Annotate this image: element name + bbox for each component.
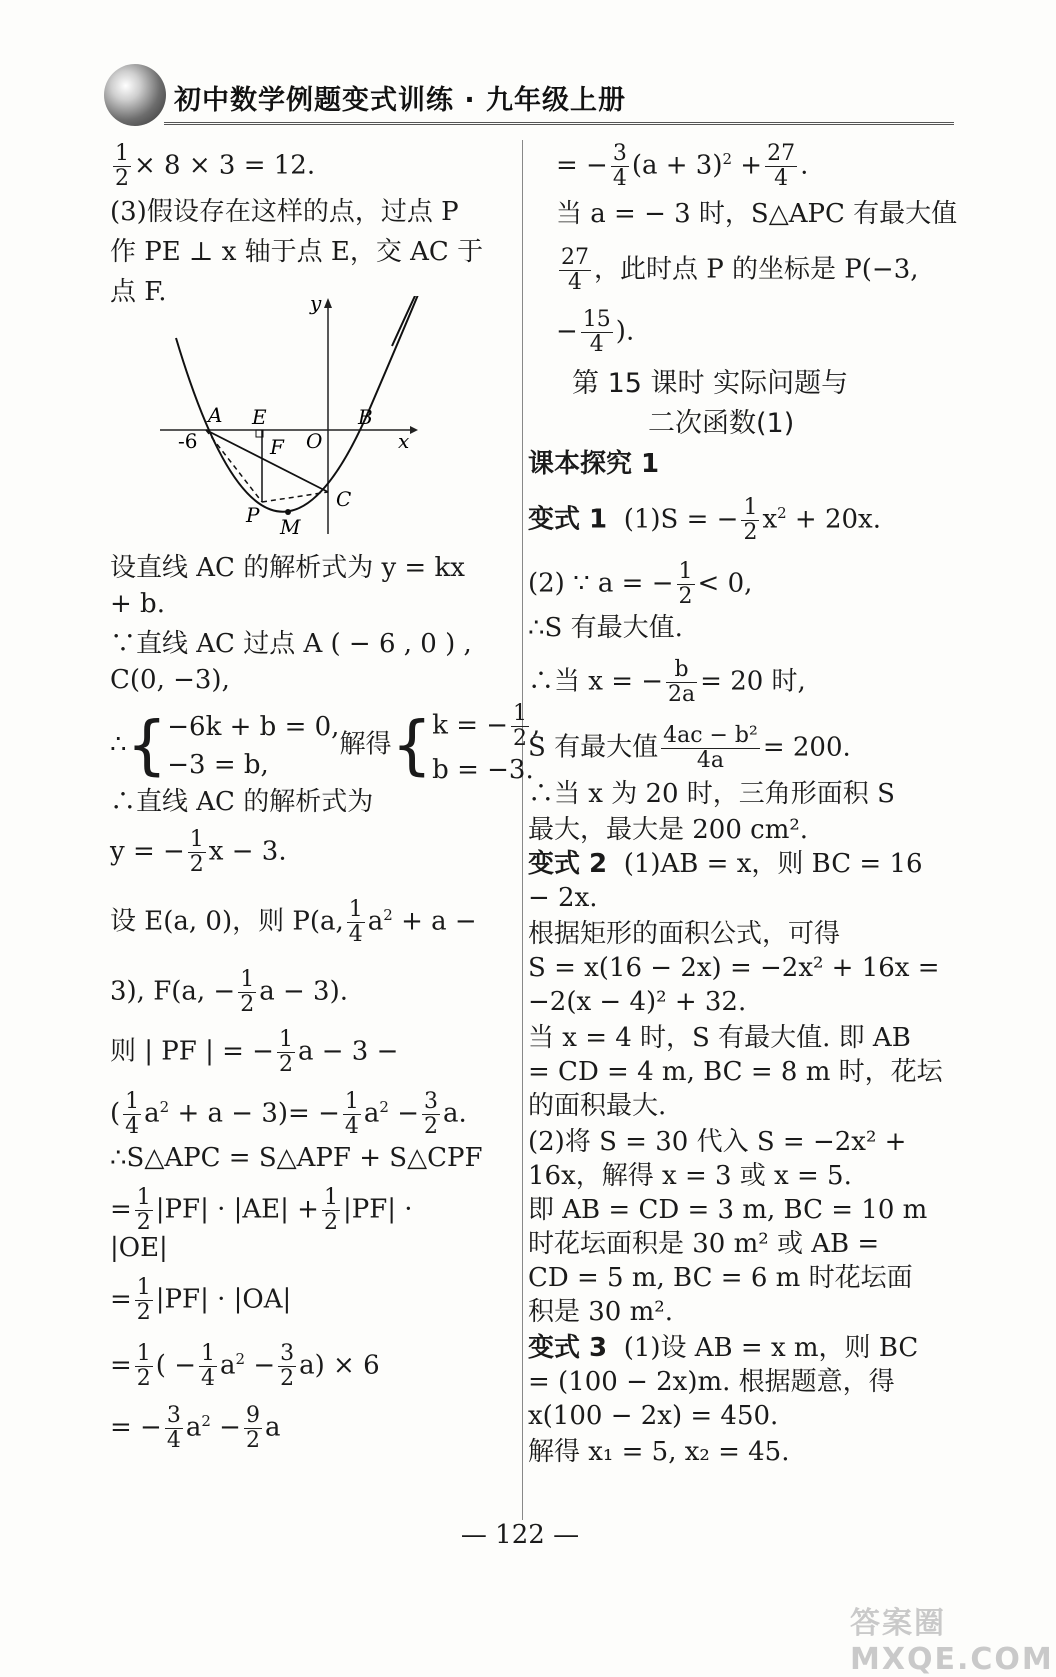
page-number: — 122 —	[460, 1520, 580, 1550]
label-p: P	[246, 503, 260, 527]
line: − $\frac{15}{4}$ ).	[556, 307, 635, 357]
line: ∴当 x = − $\frac{b}{2a}$ = 20 时,	[528, 657, 806, 707]
line: −2(x − 4)² + 32.	[528, 987, 747, 1017]
line: 点 F.	[110, 277, 167, 307]
lesson-heading: 二次函数(1)	[648, 408, 795, 439]
fraction: $\frac{1}{2}$	[115, 141, 129, 191]
line: 当 x = 4 时，S 有最大值. 即 AB	[528, 1023, 911, 1053]
section-title: 课本探究 1	[528, 449, 660, 479]
line: |OE|	[110, 1233, 168, 1263]
line: 根据矩形的面积公式，可得	[528, 919, 841, 949]
line: C(0, −3),	[110, 665, 230, 695]
equation-system: ∴{ −6k + b = 0, −3 = b, 解得{ k = − $\frac{1}{2}$ , b = −3.	[110, 701, 541, 785]
line: 变式 2 (1)AB = x，则 BC = 16	[528, 849, 923, 879]
line: ∵直线 AC 过点 A ( − 6 , 0 ) ,	[110, 629, 472, 659]
line: y = − $\frac{1}{2}$ x − 3.	[110, 827, 287, 877]
parabola-figure	[160, 296, 430, 536]
line: 设 E(a, 0)，则 P(a, $\frac{1}{4}$ $a^2 + a$ −	[110, 897, 477, 947]
x-arrow-icon	[410, 426, 418, 434]
line: 16x，解得 x = 3 或 x = 5.	[528, 1161, 852, 1191]
left-brace-icon: {	[391, 708, 433, 783]
line: = $\frac{1}{2}$ |PF| · |AE| + $\frac{1}{2}$ |PF| ·	[110, 1185, 413, 1235]
y-arrow-icon	[324, 298, 332, 308]
label-e: E	[252, 405, 267, 429]
label-c: C	[336, 487, 352, 511]
label-y: y	[310, 296, 322, 315]
label-o: O	[306, 429, 323, 453]
line: 设直线 AC 的解析式为 y = kx	[110, 553, 465, 583]
line: 时花坛面积是 30 m² 或 AB =	[528, 1229, 880, 1259]
line: S = x(16 − 2x) = −2x² + 16x =	[528, 953, 940, 983]
line: − 2x.	[528, 883, 598, 913]
line: CD = 5 m, BC = 6 m 时花坛面	[528, 1263, 913, 1293]
line: $\frac{1}{2}$ × 8 × 3 = 12.	[115, 141, 316, 191]
line: = − $\frac{3}{4}$ $a^2$ − $\frac{9}{2}$ a	[110, 1403, 281, 1453]
line: ∴当 x 为 20 时，三角形面积 S	[528, 779, 895, 809]
page-header	[104, 64, 984, 124]
label-f: F	[270, 435, 284, 459]
watermark: 答案圈 MXQE.COM	[850, 1606, 1054, 1677]
label-a: A	[208, 403, 223, 427]
header-rule	[164, 122, 954, 125]
line: 的面积最大.	[528, 1091, 667, 1121]
line: 解得 x₁ = 5, x₂ = 45.	[528, 1437, 790, 1467]
line: 即 AB = CD = 3 m, BC = 10 m	[528, 1195, 928, 1225]
line: ∴S△APC = S△APF + S△CPF	[110, 1143, 483, 1173]
line-pc	[262, 492, 328, 502]
line: (2)将 S = 30 代入 S = −2x² +	[528, 1127, 907, 1157]
line: 变式 1 (1)S = − $\frac{1}{2}$ $x^2 + 20x$.	[528, 495, 881, 545]
line: 则 | PF | = − $\frac{1}{2}$ a − 3 −	[110, 1027, 399, 1077]
header-title: 初中数学例题变式训练 · 九年级上册	[174, 85, 627, 116]
line: 变式 3 (1)设 AB = x m，则 BC	[528, 1333, 919, 1363]
line: (2) ∵ a = − $\frac{1}{2}$ < 0,	[528, 559, 753, 609]
line: ∴S 有最大值.	[528, 613, 683, 643]
line: = (100 − 2x)m. 根据题意，得	[528, 1367, 895, 1397]
line: 当 a = − 3 时，S△APC 有最大值	[556, 199, 958, 229]
book-logo-icon	[104, 64, 166, 126]
label-x: x	[398, 429, 410, 453]
line: x(100 − 2x) = 450.	[528, 1401, 779, 1431]
line: $\frac{27}{4}$ ，此时点 P 的坐标是 P(−3,	[561, 245, 919, 295]
label-b: B	[358, 405, 373, 429]
line: = $\frac{1}{2}$ ( − $\frac{1}{4}$ $a^2$ − $\frac{3}{2}$ a) × 6	[110, 1341, 380, 1391]
line: = CD = 4 m, BC = 8 m 时，花坛	[528, 1057, 943, 1087]
line: = $\frac{1}{2}$ |PF| · |OA|	[110, 1275, 292, 1325]
line: 3), F(a, − $\frac{1}{2}$ a − 3).	[110, 967, 348, 1017]
line: + b.	[110, 589, 165, 619]
left-brace-icon: {	[126, 708, 168, 783]
line: = − $\frac{3}{4}$ $(a + 3)^2$ + $\frac{27}{4}$ .	[556, 141, 809, 191]
label-neg6: -6	[178, 429, 198, 453]
line: ( $\frac{1}{4}$ $a^2 + a - 3)=$ − $\frac{1}{4}$ $a^2$ − $\frac{3}{2}$ a.	[110, 1089, 467, 1139]
label-m: M	[280, 515, 301, 536]
line: (3)假设存在这样的点，过点 P	[110, 197, 459, 227]
lesson-heading: 第 15 课时 实际问题与	[572, 368, 849, 399]
line: ∴直线 AC 的解析式为	[110, 787, 374, 817]
column-divider	[522, 140, 523, 1520]
line: 积是 30 m².	[528, 1297, 673, 1327]
line: S 有最大值 $\frac{\text{4ac − b²}}{4a}$ = 200.	[528, 723, 851, 773]
line-ap	[206, 430, 262, 502]
line: 作 PE ⊥ x 轴于点 E，交 AC 于	[110, 237, 484, 267]
line: 最大，最大是 200 cm².	[528, 815, 809, 845]
